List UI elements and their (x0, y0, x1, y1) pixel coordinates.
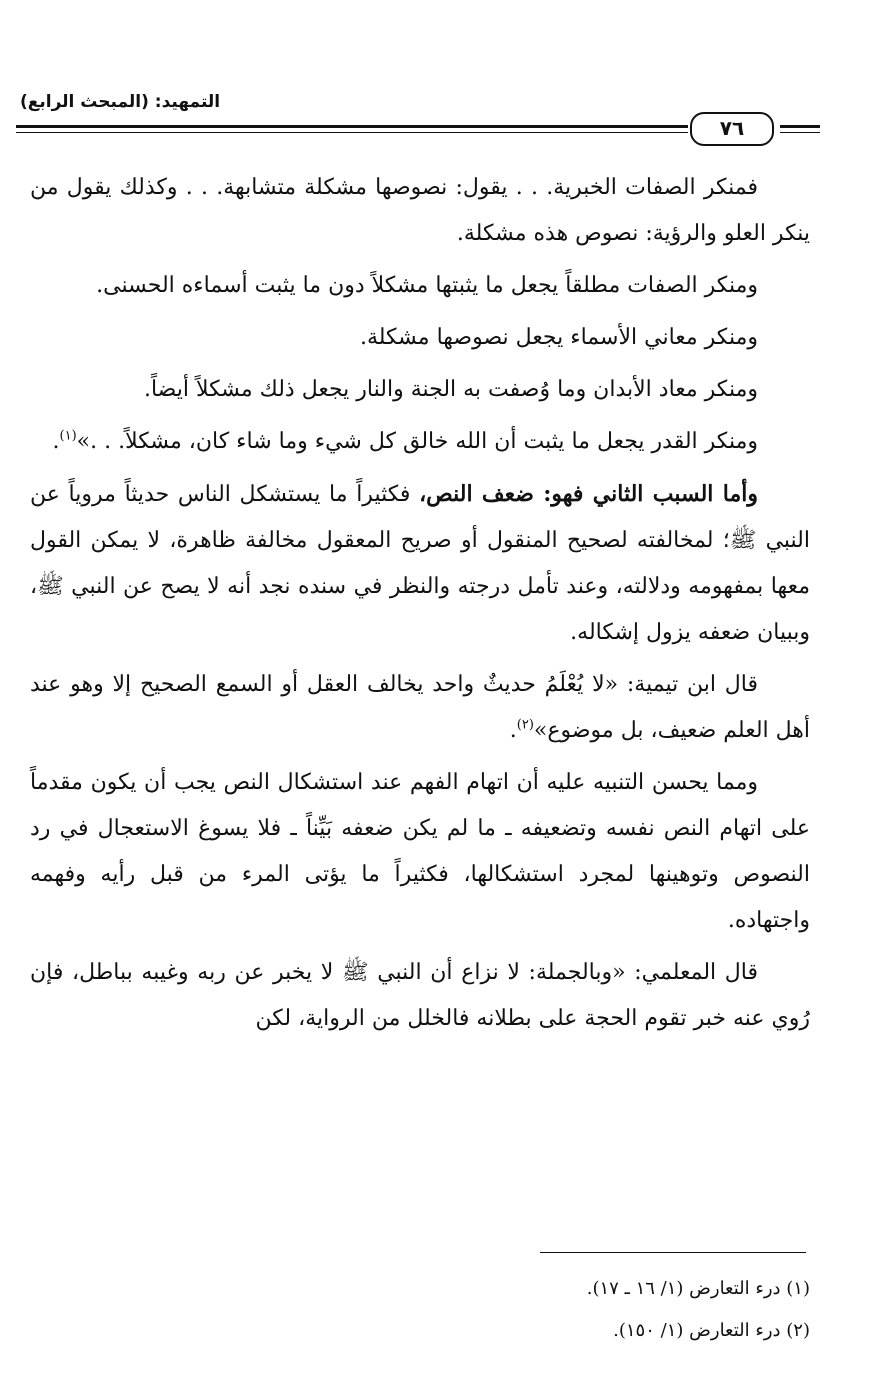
paragraph (30, 950, 810, 1042)
paragraph-text: قال ابن تيمية: «لا يُعْلَمُ حديثٌ واحد يخالف العقل أو السمع الصحيح إلا وهو عند أهل العلم ضعيف، بل موضوع» (30, 672, 810, 743)
footnote-ref[interactable]: (٢) (516, 717, 534, 733)
paragraph-text: فمنكر الصفات الخبرية. . . يقول: نصوصها مشكلة متشابهة. . . وكذلك يقول من ينكر العلو والرؤية: نصوص هذه مشكلة. (30, 175, 810, 246)
paragraph-end: . (509, 718, 517, 743)
page-number-badge: ٧٦ (690, 112, 774, 146)
paragraph (30, 263, 810, 309)
paragraph-text: ومنكر معاد الأبدان وما وُصفت به الجنة والنار يجعل ذلك مشكلاً أيضاً. (143, 377, 758, 402)
header-rule-right-thick (780, 125, 820, 128)
paragraph-text: قال المعلمي: «وبالجملة: لا نزاع أن النبي ﷺ لا يخبر عن ربه وغيبه بباطل، فإن رُوي عنه خبر تقوم الحجة على بطلانه فالخلل من الرواية، لكن (30, 960, 810, 1031)
footnotes (30, 1268, 810, 1352)
paragraph-end: . (52, 429, 60, 454)
paragraph-text: فكثيراً ما يستشكل الناس حديثاً مروياً عن النبي ﷺ؛ لمخالفته لصحيح المنقول أو صريح المعقول مخالفة ظاهرة، لا يمكن القول معها بمفهومه ودلالته، وعند تأمل درجته والنظر في سنده نجد أنه لا يصح عن النبي ﷺ، وببيان ضعفه يزول إشكاله. (30, 482, 810, 645)
footnote-separator (540, 1252, 806, 1253)
paragraph (30, 165, 810, 257)
paragraph-heading: وأما السبب الثاني فهو: ضعف النص، (419, 481, 758, 507)
paragraph-text: ومنكر الصفات مطلقاً يجعل ما يثبتها مشكلاً دون ما يثبت أسماءه الحسنى. (96, 273, 758, 298)
paragraph-text: ومنكر القدر يجعل ما يثبت أن الله خالق كل شيء وما شاء كان، مشكلاً. . .» (76, 429, 758, 454)
paragraph-text: ومنكر معاني الأسماء يجعل نصوصها مشكلة. (359, 325, 758, 350)
paragraph (30, 367, 810, 413)
paragraph (30, 471, 810, 656)
header-rule-right-thin (780, 132, 820, 133)
header-rule-thick (16, 125, 688, 128)
footnote-item: (٢) درء التعارض (١/ ١٥٠). (613, 1320, 810, 1341)
footnote-ref[interactable]: (١) (59, 428, 77, 444)
header-rule-thin (16, 132, 688, 133)
footnote-item: (١) درء التعارض (١/ ١٦ ـ ١٧). (586, 1278, 810, 1299)
body-text (30, 165, 810, 1048)
paragraph-text: ومما يحسن التنبيه عليه أن اتهام الفهم عند استشكال النص يجب أن يكون مقدماً على اتهام النص نفسه وتضعيفه ـ ما لم يكن ضعفه بَيِّناً ـ فلا يسوغ الاستعجال في رد النصوص وتوهينها لمجرد استشكالها، فكثيراً ما يؤتى المرء من قبل رأيه وفهمه واجتهاده. (30, 770, 810, 933)
running-header-title: التمهيد: (المبحث الرابع) (20, 92, 221, 112)
paragraph (30, 419, 810, 465)
paragraph (30, 315, 810, 361)
paragraph (30, 662, 810, 754)
paragraph (30, 760, 810, 944)
